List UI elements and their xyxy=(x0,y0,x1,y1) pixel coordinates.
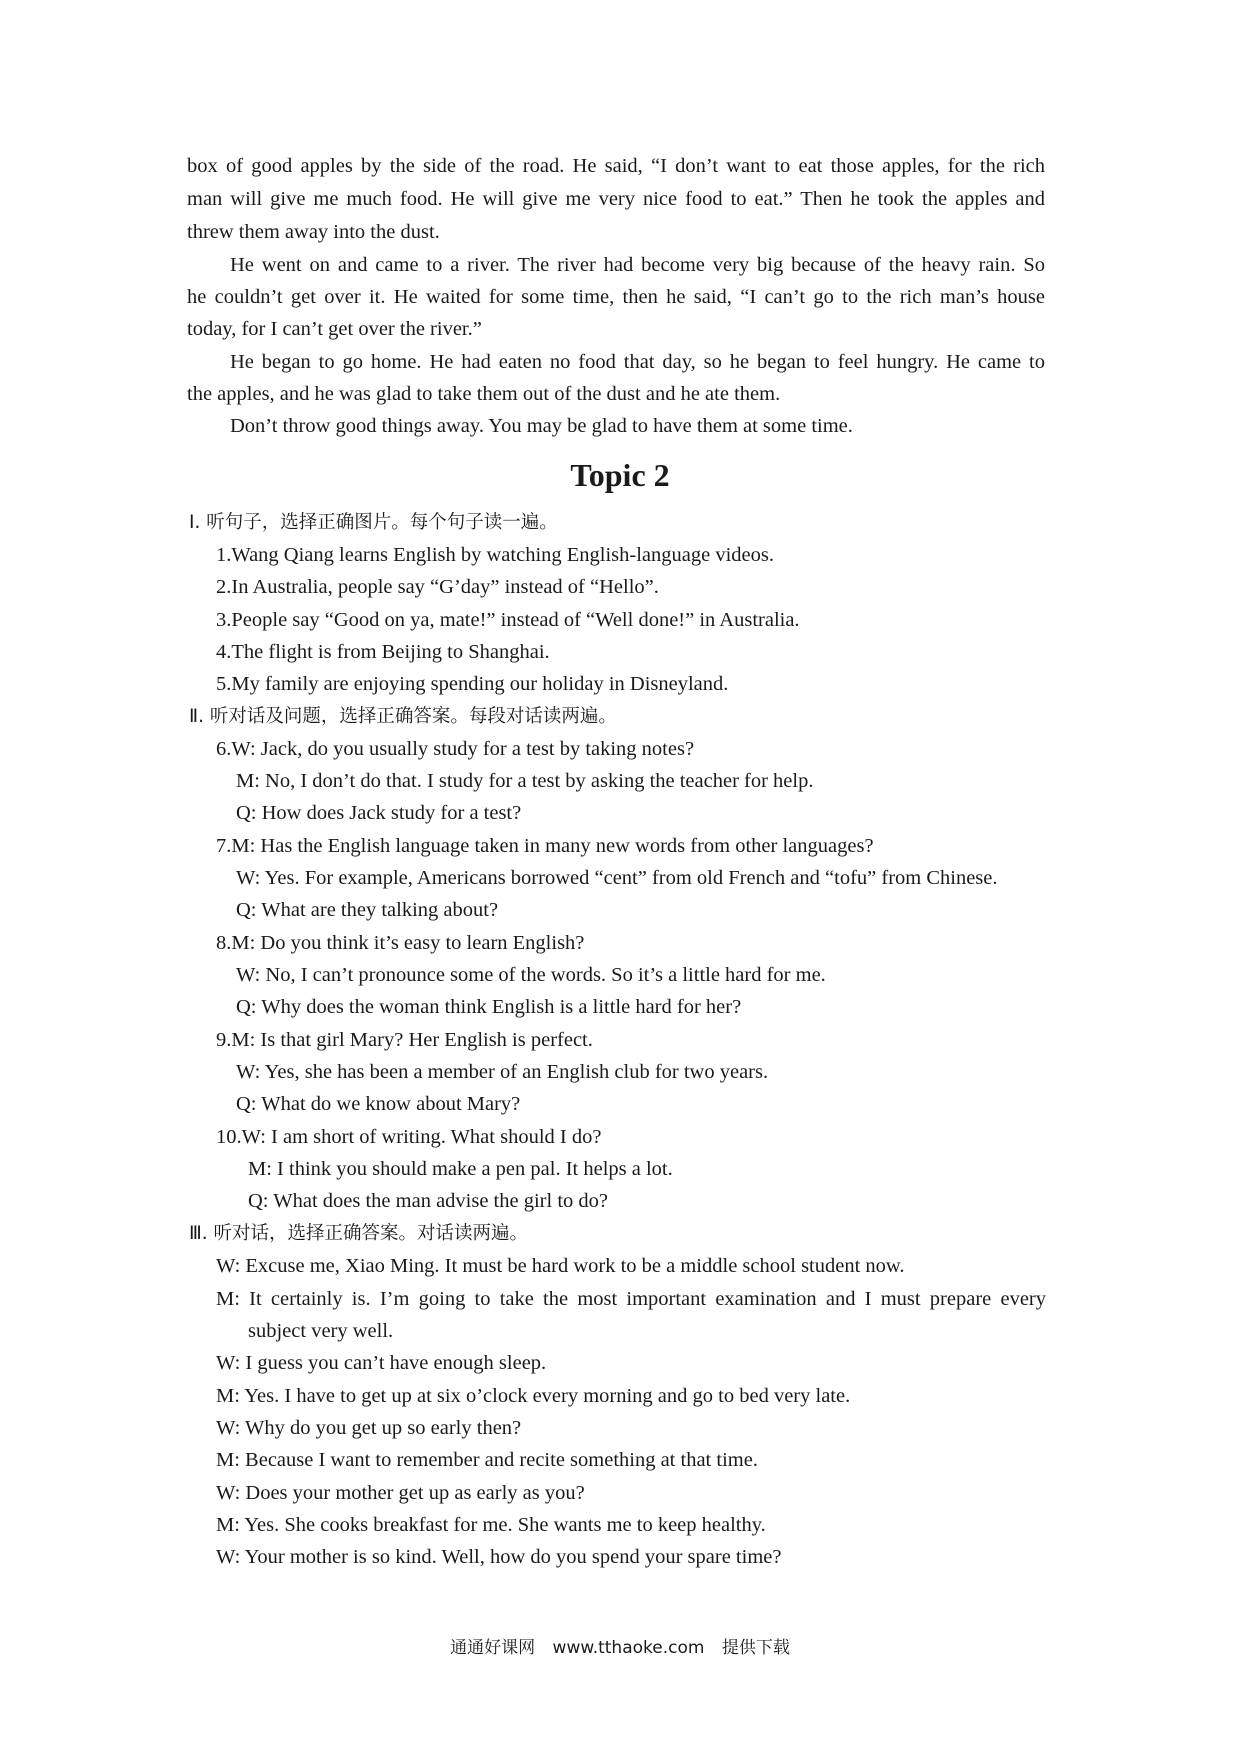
question-item: 1.Wang Qiang learns English by watching English-language videos. xyxy=(216,544,774,566)
passage-line: box of good apples by the side of the road. He said, “I don’t want to eat those apples, for the rich xyxy=(187,155,1045,177)
dialogue-line: 9.M: Is that girl Mary? Her English is perfect. xyxy=(216,1029,593,1051)
dialogue-line: W: Your mother is so kind. Well, how do you spend your spare time? xyxy=(216,1546,782,1568)
section-3-heading: Ⅲ. 听对话，选择正确答案。对话读两遍。 xyxy=(189,1223,529,1244)
footer-url: www.tthaoke.com xyxy=(552,1638,705,1658)
dialogue-line: W: Does your mother get up as early as you? xyxy=(216,1482,585,1504)
footer-site-name: 通通好课网 xyxy=(450,1638,536,1658)
passage-line: the apples, and he was glad to take them out of the dust and he ate them. xyxy=(187,383,781,405)
dialogue-line: Q: What do we know about Mary? xyxy=(236,1093,521,1115)
passage-line: today, for I can’t get over the river.” xyxy=(187,318,482,340)
dialogue-line: 10.W: I am short of writing. What should I do? xyxy=(216,1126,602,1148)
section-1-heading: Ⅰ. 听句子，选择正确图片。每个句子读一遍。 xyxy=(189,512,558,533)
question-item: 5.My family are enjoying spending our holiday in Disneyland. xyxy=(216,673,729,695)
dialogue-line: W: Why do you get up so early then? xyxy=(216,1417,522,1439)
dialogue-line: 7.M: Has the English language taken in many new words from other languages? xyxy=(216,835,874,857)
dialogue-line: M: Because I want to remember and recite something at that time. xyxy=(216,1449,758,1471)
passage-line: he couldn’t get over it. He waited for some time, then he said, “I can’t go to the rich man’s house xyxy=(187,286,1045,308)
passage-line: threw them away into the dust. xyxy=(187,221,440,243)
section-2-heading: Ⅱ. 听对话及问题，选择正确答案。每段对话读两遍。 xyxy=(189,706,617,727)
dialogue-line: W: Yes, she has been a member of an English club for two years. xyxy=(236,1061,769,1083)
dialogue-line: M: I think you should make a pen pal. It helps a lot. xyxy=(248,1158,673,1180)
dialogue-line: M: It certainly is. I’m going to take the most important examination and I must prepare every xyxy=(216,1288,1046,1310)
dialogue-line: Q: Why does the woman think English is a little hard for her? xyxy=(236,996,742,1018)
passage-line: man will give me much food. He will give me very nice food to eat.” Then he took the apples and xyxy=(187,188,1045,210)
dialogue-line: Q: What does the man advise the girl to do? xyxy=(248,1190,608,1212)
passage-line: Don’t throw good things away. You may be glad to have them at some time. xyxy=(230,415,853,437)
dialogue-line: subject very well. xyxy=(248,1320,394,1342)
dialogue-line: M: Yes. I have to get up at six o’clock every morning and go to bed very late. xyxy=(216,1385,851,1407)
question-item: 2.In Australia, people say “G’day” instead of “Hello”. xyxy=(216,576,659,598)
dialogue-line: M: Yes. She cooks breakfast for me. She wants me to keep healthy. xyxy=(216,1514,766,1536)
dialogue-line: W: Excuse me, Xiao Ming. It must be hard work to be a middle school student now. xyxy=(216,1255,905,1277)
dialogue-line: W: I guess you can’t have enough sleep. xyxy=(216,1352,547,1374)
dialogue-line: 6.W: Jack, do you usually study for a test by taking notes? xyxy=(216,738,695,760)
topic-title: Topic 2 xyxy=(570,457,670,493)
question-item: 3.People say “Good on ya, mate!” instead of “Well done!” in Australia. xyxy=(216,609,800,631)
page-footer xyxy=(0,1637,1240,1659)
dialogue-line: W: Yes. For example, Americans borrowed “cent” from old French and “tofu” from Chinese. xyxy=(236,867,998,889)
dialogue-line: M: No, I don’t do that. I study for a test by asking the teacher for help. xyxy=(236,770,814,792)
passage-line: He began to go home. He had eaten no food that day, so he began to feel hungry. He came to xyxy=(230,351,1045,373)
dialogue-line: 8.M: Do you think it’s easy to learn English? xyxy=(216,932,585,954)
dialogue-line: Q: How does Jack study for a test? xyxy=(236,802,522,824)
dialogue-line: W: No, I can’t pronounce some of the words. So it’s a little hard for me. xyxy=(236,964,826,986)
dialogue-line: Q: What are they talking about? xyxy=(236,899,499,921)
passage-line: He went on and came to a river. The river had become very big because of the heavy rain. So xyxy=(230,254,1045,276)
question-item: 4.The flight is from Beijing to Shanghai. xyxy=(216,641,550,663)
footer-suffix: 提供下载 xyxy=(721,1638,790,1658)
